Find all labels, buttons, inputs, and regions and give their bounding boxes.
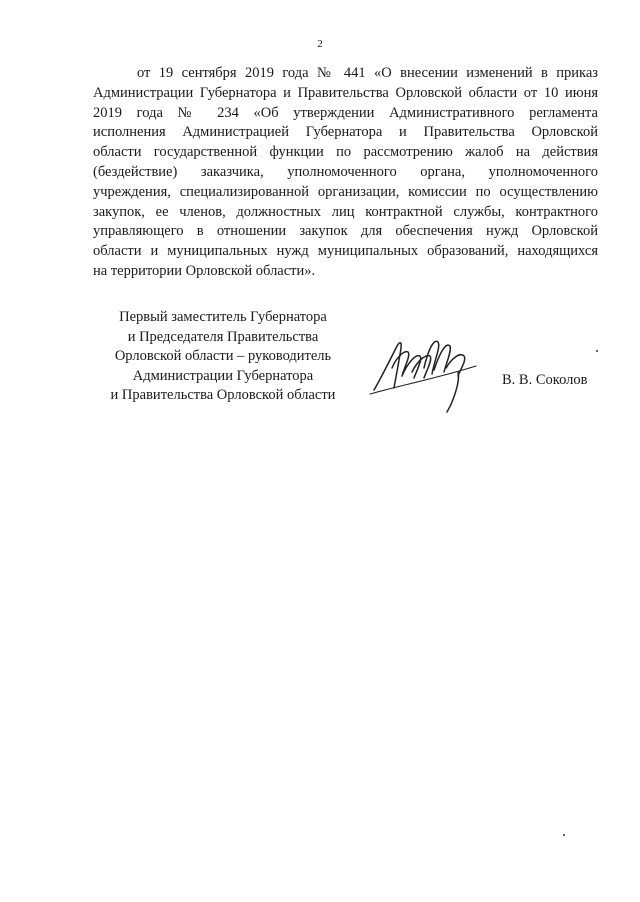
scan-speck <box>596 350 598 352</box>
body-line: закупок, ее членов, должностных лиц контрактной службы, контрактного <box>93 203 598 220</box>
position-line: Орловской области – руководитель <box>114 348 332 364</box>
page-number: 2 <box>317 38 323 50</box>
scan-speck <box>563 834 565 836</box>
body-line: на территории Орловской области». <box>93 262 316 279</box>
position-line: и Председателя Правительства <box>127 328 319 345</box>
body-paragraph <box>93 64 598 282</box>
position-line: и Правительства Орловской области <box>110 387 336 403</box>
position-line: Администрации Губернатора <box>132 367 314 384</box>
body-line: от 19 сентября 2019 года № 441 «О внесении изменений в приказ <box>137 65 598 81</box>
body-line: 2019 года № 234 «Об утверждении Административного регламента <box>93 104 598 121</box>
body-line: области государственной функции по рассмотрению жалоб на действия <box>93 144 598 161</box>
body-line: учреждения, специализированной организации, комиссии по осуществлению <box>93 183 598 200</box>
signatory-name: В. В. Соколов <box>502 372 588 388</box>
signatory-position <box>93 308 353 406</box>
handwritten-signature <box>368 328 480 416</box>
body-line: Администрации Губернатора и Правительства Орловской области от 10 июня <box>93 84 598 101</box>
body-line: области и муниципальных нужд муниципальных образований, находящихся <box>93 243 598 260</box>
position-line: Первый заместитель Губернатора <box>119 309 327 325</box>
body-line: управляющего в отношении закупок для обеспечения нужд Орловской <box>93 223 598 240</box>
body-line: исполнения Администрацией Губернатора и Правительства Орловской <box>93 124 598 141</box>
body-line: (бездействие) заказчика, уполномоченного органа, уполномоченного <box>93 163 598 180</box>
